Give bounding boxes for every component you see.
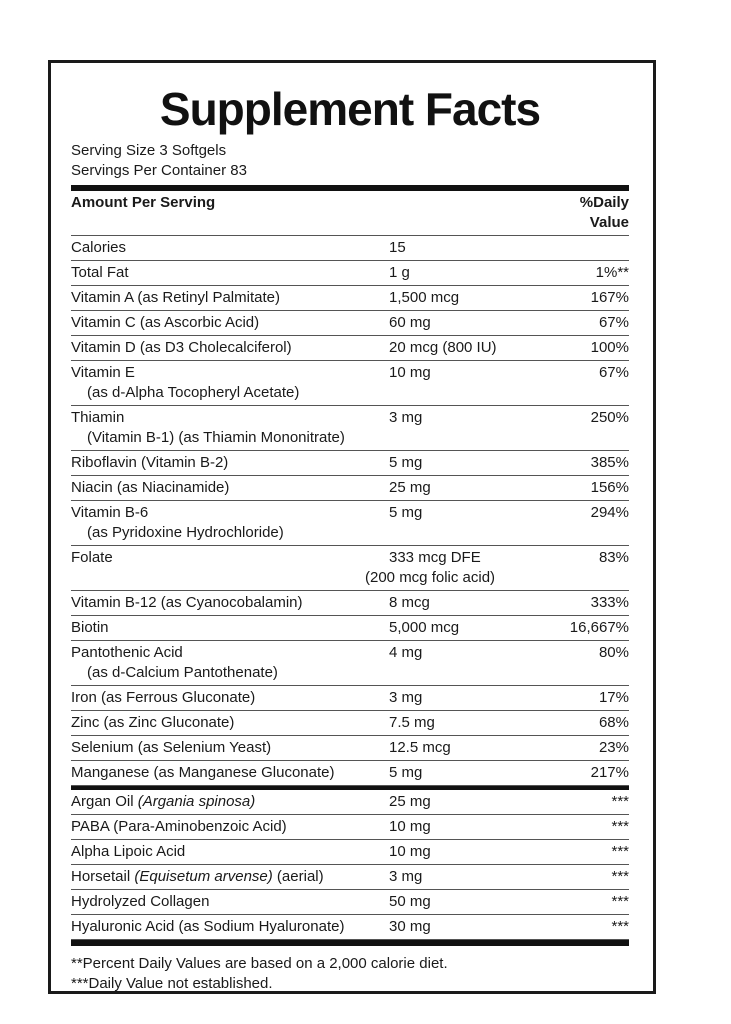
table-row [71, 261, 629, 286]
daily-value: 217% [590, 764, 629, 781]
nutrient-source: (Vitamin B-1) (as Thiamin Mononitrate) [87, 429, 345, 446]
serving-size: Serving Size 3 Softgels [71, 142, 227, 159]
footnotes [71, 954, 629, 994]
ingredient-name [71, 867, 389, 887]
ingredient-label: Hyaluronic Acid (as Sodium Hyaluronate) [71, 918, 345, 935]
ingredient-amount: 50 mg [389, 893, 431, 910]
amount-value: 5 mg [389, 454, 423, 471]
amount-value: 5 mg [389, 504, 423, 521]
daily-value: *** [611, 793, 629, 810]
nutrient-name [71, 408, 389, 448]
table-row [71, 406, 629, 451]
nutrient-amount [389, 338, 563, 358]
nutrient-name [71, 643, 389, 683]
amount-value: 1 g [389, 264, 410, 281]
daily-value: *** [611, 818, 629, 835]
daily-value [563, 238, 629, 258]
amount-value: 10 mg [389, 364, 431, 381]
amount-value: 60 mg [389, 314, 431, 331]
ingredient-latin-name: (Argania spinosa) [137, 793, 256, 810]
daily-value: *** [611, 893, 629, 910]
nutrient-amount [389, 313, 563, 333]
table-row [71, 591, 629, 616]
nutrient-label: Vitamin C (as Ascorbic Acid) [71, 314, 260, 331]
daily-value: 167% [590, 289, 629, 306]
nutrient-source: (as d-Calcium Pantothenate) [87, 664, 278, 681]
nutrient-name [71, 688, 389, 708]
daily-value: 100% [590, 339, 629, 356]
ingredient-label: Hydrolyzed Collagen [71, 893, 210, 910]
daily-value: 68% [598, 714, 629, 731]
nutrient-amount [389, 763, 563, 783]
ingredient-name [71, 817, 389, 837]
nutrient-name [71, 338, 389, 358]
nutrient-amount [389, 263, 563, 283]
nutrient-label: Niacin (as Niacinamide) [71, 479, 230, 496]
daily-value: *** [611, 868, 629, 885]
nutrient-label: Vitamin B-6 [71, 504, 149, 521]
table-row [71, 311, 629, 336]
table-header [71, 191, 629, 236]
nutrient-label: Iron (as Ferrous Gluconate) [71, 689, 256, 706]
nutrient-label: Folate [71, 549, 113, 566]
ingredient-part: (aerial) [272, 868, 324, 885]
nutrient-name [71, 618, 389, 638]
nutrient-amount [365, 548, 563, 588]
table-row [71, 451, 629, 476]
amount-value: 5,000 mcg [389, 619, 460, 636]
daily-value: 67% [598, 364, 629, 381]
nutrient-amount [389, 453, 563, 473]
divider-bottom [71, 940, 629, 946]
ingredient-name [71, 917, 389, 937]
nutrient-label: Vitamin A (as Retinyl Palmitate) [71, 289, 280, 306]
nutrient-amount [389, 713, 563, 733]
daily-value: 1%** [595, 264, 629, 281]
amount-value: 1,500 mcg [389, 289, 460, 306]
nutrient-amount [389, 738, 563, 758]
ingredient-latin-name: (Equisetum arvense) [134, 868, 273, 885]
nutrient-label: Vitamin D (as D3 Cholecalciferol) [71, 339, 292, 356]
amount-value: 5 mg [389, 764, 423, 781]
table-row [71, 711, 629, 736]
nutrient-name [71, 288, 389, 308]
ingredient-name [71, 792, 389, 812]
nutrient-amount [389, 503, 563, 543]
table-row [71, 840, 629, 865]
nutrient-amount [389, 643, 563, 683]
other-ingredient-rows [71, 790, 629, 940]
nutrient-name [71, 363, 389, 403]
nutrient-name [71, 313, 389, 333]
table-row [71, 616, 629, 641]
nutrient-label: Thiamin [71, 409, 125, 426]
servings-per-container: Servings Per Container 83 [71, 162, 247, 179]
nutrient-name [71, 263, 389, 283]
daily-value: 83% [598, 549, 629, 566]
table-row [71, 361, 629, 406]
nutrient-name [71, 593, 389, 613]
table-row [71, 641, 629, 686]
nutrient-name [71, 738, 389, 758]
ingredient-amount: 25 mg [389, 793, 431, 810]
nutrient-label: Vitamin B-12 (as Cyanocobalamin) [71, 594, 303, 611]
daily-value: *** [611, 843, 629, 860]
nutrient-amount [389, 688, 563, 708]
table-row [71, 736, 629, 761]
supplement-facts-panel [48, 60, 656, 994]
nutrient-amount [389, 618, 563, 638]
nutrient-label: Biotin [71, 619, 109, 636]
table-row [71, 890, 629, 915]
nutrient-label: Riboflavin (Vitamin B-2) [71, 454, 229, 471]
nutrient-source: (as d-Alpha Tocopheryl Acetate) [87, 384, 300, 401]
nutrient-label: Selenium (as Selenium Yeast) [71, 739, 272, 756]
daily-value: 67% [598, 314, 629, 331]
nutrient-amount [389, 288, 563, 308]
nutrient-name [71, 713, 389, 733]
ingredient-amount: 3 mg [389, 868, 423, 885]
nutrient-label: Total Fat [71, 264, 129, 281]
serving-info [71, 141, 629, 181]
table-row [71, 501, 629, 546]
amount-value: 25 mg [389, 479, 431, 496]
table-row [71, 546, 629, 591]
amount-detail: (200 mcg folic acid) [365, 569, 496, 586]
daily-value: 333% [590, 594, 629, 611]
daily-value: 250% [590, 409, 629, 426]
nutrient-amount [389, 363, 563, 403]
ingredient-label: Horsetail [71, 868, 135, 885]
daily-value: 156% [590, 479, 629, 496]
table-row [71, 761, 629, 786]
nutrient-amount [389, 478, 563, 498]
daily-value: 385% [590, 454, 629, 471]
ingredient-label: Alpha Lipoic Acid [71, 843, 186, 860]
daily-value: 80% [598, 644, 629, 661]
panel-content [71, 63, 629, 994]
panel-title: Supplement Facts [159, 83, 541, 135]
daily-value: *** [611, 918, 629, 935]
ingredient-name [71, 892, 389, 912]
table-row [71, 476, 629, 501]
nutrient-name [71, 238, 389, 258]
nutrient-name [71, 453, 389, 473]
nutrient-label: Vitamin E [71, 364, 135, 381]
amount-per-serving-header: Amount Per Serving [71, 194, 216, 211]
daily-value: 16,667% [569, 619, 629, 636]
nutrient-amount [389, 593, 563, 613]
footnote-daily-values: **Percent Daily Values are based on a 2,000 calorie diet. [71, 955, 448, 972]
nutrient-label: Manganese (as Manganese Gluconate) [71, 764, 335, 781]
daily-value: 294% [590, 504, 629, 521]
ingredient-label: PABA (Para-Aminobenzoic Acid) [71, 818, 287, 835]
footnote-not-established: ***Daily Value not established. [71, 975, 273, 992]
amount-value: 3 mg [389, 689, 423, 706]
daily-value: 17% [598, 689, 629, 706]
nutrient-amount [389, 238, 563, 258]
amount-value: 8 mcg [389, 594, 430, 611]
nutrient-name [71, 478, 389, 498]
table-row [71, 286, 629, 311]
table-row [71, 865, 629, 890]
ingredient-amount: 30 mg [389, 918, 431, 935]
nutrient-label: Zinc (as Zinc Gluconate) [71, 714, 235, 731]
nutrient-amount [389, 408, 563, 448]
nutrient-rows [71, 236, 629, 786]
daily-value: 23% [598, 739, 629, 756]
nutrient-name [71, 503, 389, 543]
amount-value: 15 [389, 239, 406, 256]
ingredient-amount: 10 mg [389, 818, 431, 835]
amount-value: 7.5 mg [389, 714, 435, 731]
daily-value-header: %Daily Value [579, 194, 629, 231]
nutrient-label: Pantothenic Acid [71, 644, 183, 661]
table-row [71, 236, 629, 261]
nutrient-name [71, 763, 389, 783]
nutrient-source: (as Pyridoxine Hydrochloride) [87, 524, 284, 541]
amount-value: 4 mg [389, 644, 423, 661]
ingredient-amount: 10 mg [389, 843, 431, 860]
amount-value: 20 mcg (800 IU) [389, 339, 497, 356]
amount-value: 12.5 mcg [389, 739, 451, 756]
table-row [71, 686, 629, 711]
amount-value: 333 mcg DFE [389, 549, 481, 566]
nutrient-label: Calories [71, 239, 127, 256]
nutrient-name [71, 548, 389, 588]
table-row [71, 336, 629, 361]
ingredient-name [71, 842, 389, 862]
amount-value: 3 mg [389, 409, 423, 426]
table-row [71, 915, 629, 940]
ingredient-label: Argan Oil [71, 793, 138, 810]
table-row [71, 790, 629, 815]
table-row [71, 815, 629, 840]
